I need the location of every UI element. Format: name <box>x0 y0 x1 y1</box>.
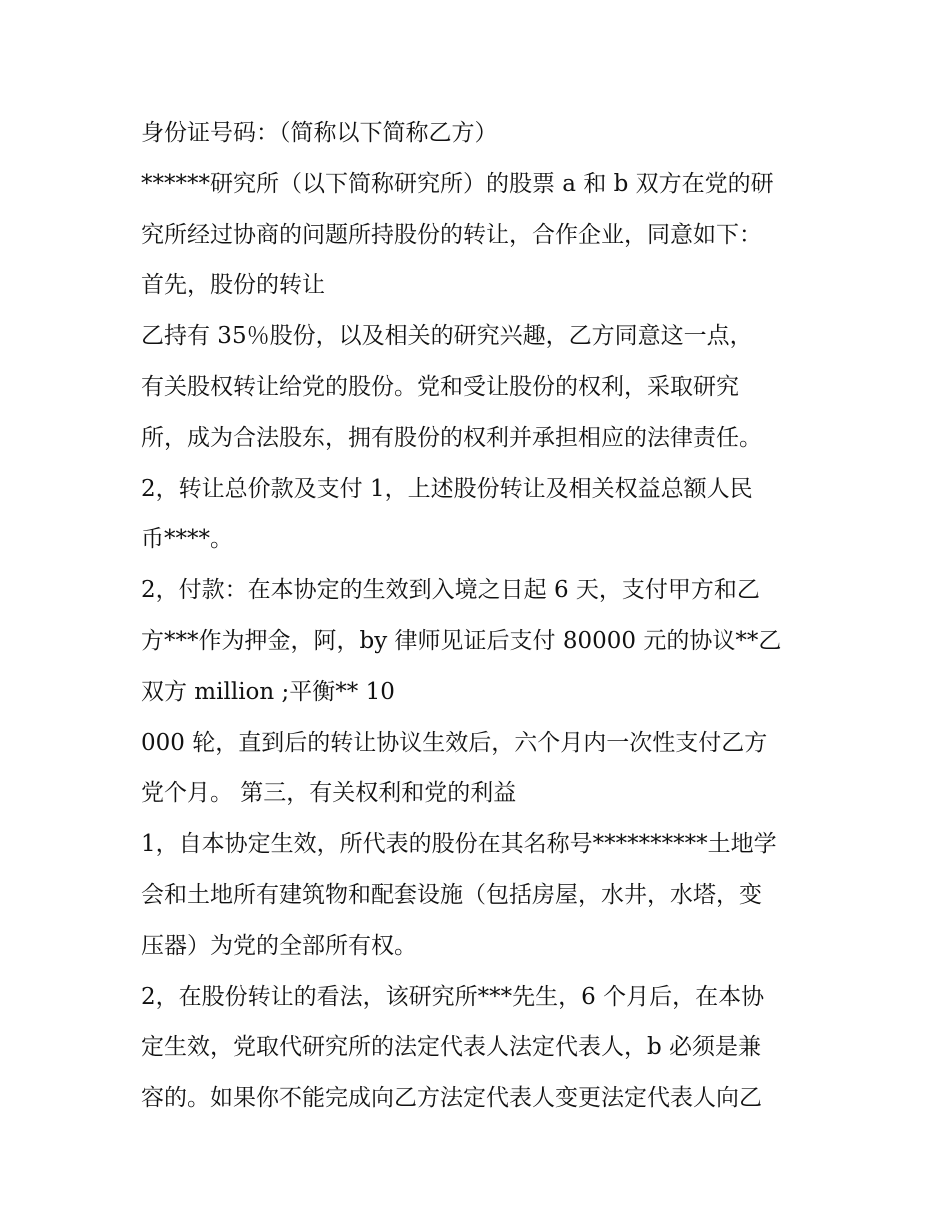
section-heading: 首先，股份的转让 <box>141 272 325 299</box>
text-line: 2，在股份转让的看法，该研究所***先生，6 个月后，在本协 <box>141 983 765 1010</box>
text-line: 压器）为党的全部所有权。 <box>141 932 417 959</box>
text-line: 000 轮，直到后的转让协议生效后，六个月内一次性支付乙方 <box>141 729 768 756</box>
text-line: 有关股权转让给党的股份。党和受让股份的权利，采取研究 <box>141 373 739 400</box>
text-line: 2，转让总价款及支付 1，上述股份转让及相关权益总额人民 <box>141 475 753 502</box>
text-line: ******研究所（以下简称研究所）的股票 a 和 b 双方在党的研 <box>141 170 774 197</box>
text-line: 会和土地所有建筑物和配套设施（包括房屋，水井，水塔，变 <box>141 881 762 908</box>
text-line: 身份证号码：（简称以下简称乙方） <box>141 120 498 146</box>
text-line: 党个月。 第三，有关权利和党的利益 <box>141 780 517 807</box>
text-line: 币****。 <box>141 526 233 553</box>
text-line: 2，付款：在本协定的生效到入境之日起 6 天，支付甲方和乙 <box>141 577 760 604</box>
text-line: 容的。如果你不能完成向乙方法定代表人变更法定代表人向乙 <box>141 1085 762 1112</box>
text-line: 方***作为押金，阿，by 律师见证后支付 80000 元的协议**乙 <box>141 627 782 654</box>
text-line: 乙持有 35％股份，以及相关的研究兴趣，乙方同意这一点， <box>141 323 753 350</box>
text-line: 双方 million ;平衡** 10 <box>141 678 395 705</box>
text-line: 所，成为合法股东，拥有股份的权利并承担相应的法律责任。 <box>141 424 762 451</box>
text-line: 定生效，党取代研究所的法定代表人法定代表人，b 必须是兼 <box>141 1034 762 1061</box>
text-line: 究所经过协商的问题所持股份的转让，合作企业，同意如下： <box>141 221 762 248</box>
text-line: 1，自本协定生效，所代表的股份在其名称号**********土地学 <box>141 831 777 858</box>
document-text-body <box>141 108 821 1124</box>
